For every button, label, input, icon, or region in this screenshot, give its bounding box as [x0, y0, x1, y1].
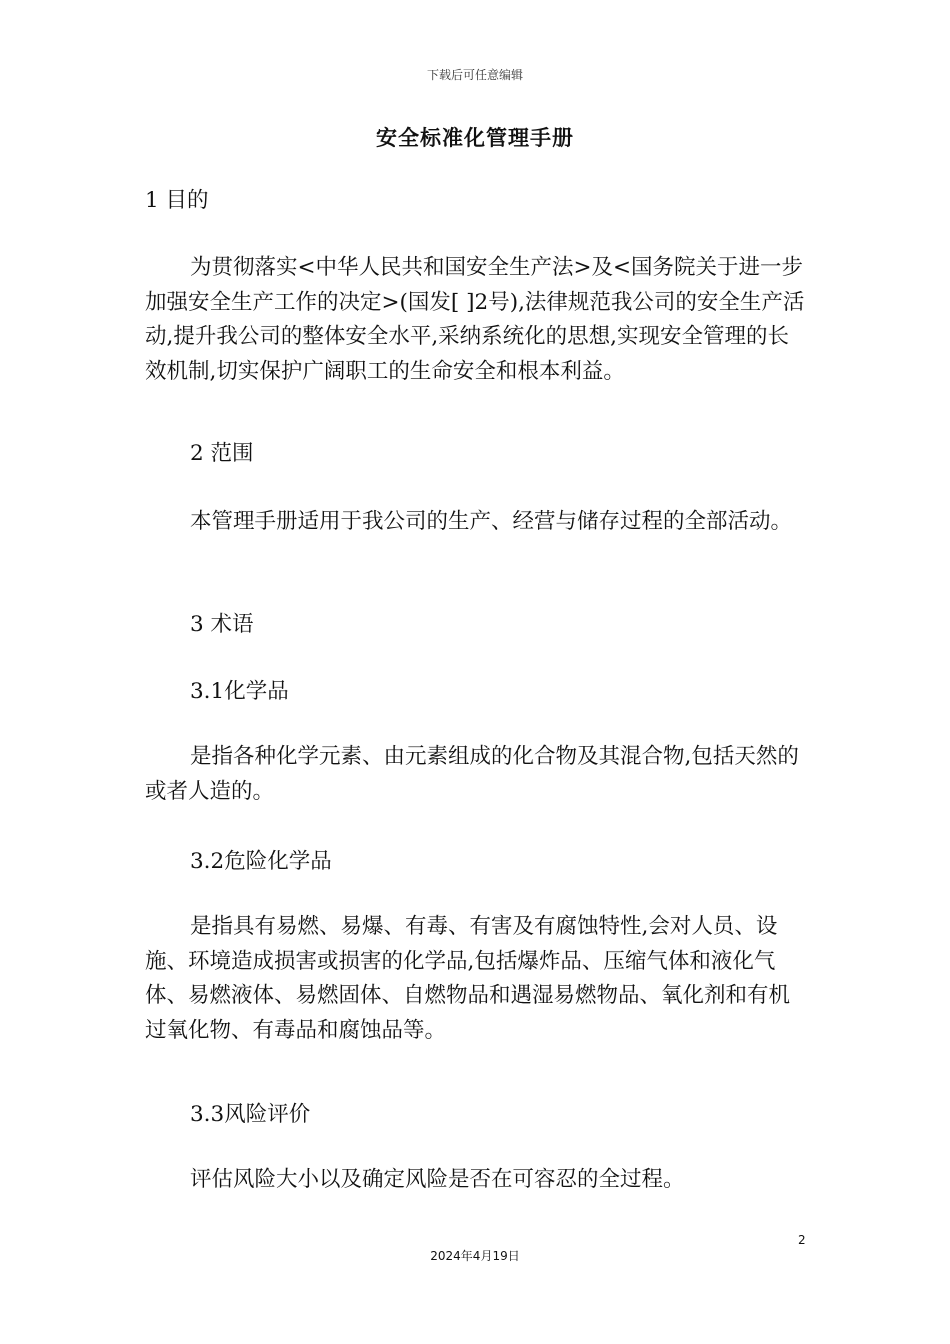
paragraph: 为贯彻落实<中华人民共和国安全生产法>及<国务院关于进一步加强安全生产工作的决定>(国发[ ]2号),法律规范我公司的安全生产活动,提升我公司的整体安全水平,采纳系统化的思想,实现安全管理的长效机制,切实保护广阔职工的生命安全和根本利益。 [145, 255, 805, 384]
paragraph: 1 目的 [145, 188, 209, 213]
page-number: 2 [798, 1233, 806, 1247]
paragraph: 评估风险大小以及确定风险是否在可容忍的全过程。 [190, 1167, 685, 1192]
paragraph: 本管理手册适用于我公司的生产、经营与储存过程的全部活动。 [190, 509, 793, 534]
paragraph: 2 范围 [190, 441, 254, 466]
paragraph: 3.1化学品 [190, 679, 289, 704]
paragraph: 3.3风险评价 [190, 1102, 311, 1127]
paragraph: 3.2危险化学品 [190, 849, 332, 874]
footer-date: 2024年4月19日 [430, 1249, 520, 1263]
header-note: 下载后可任意编辑 [426, 68, 523, 82]
paragraph: 3 术语 [190, 612, 254, 637]
paragraph: 是指具有易燃、易爆、有毒、有害及有腐蚀特性,会对人员、设施、环境造成损害或损害的化学品,包括爆炸品、压缩气体和液化气体、易燃液体、易燃固体、自燃物品和遇湿易燃物品、氧化剂和有机过氧化物、有毒品和腐蚀品等。 [145, 914, 791, 1043]
paragraph: 是指各种化学元素、由元素组成的化合物及其混合物,包括天然的或者人造的。 [145, 744, 799, 804]
document-title: 安全标准化管理手册 [376, 126, 574, 150]
